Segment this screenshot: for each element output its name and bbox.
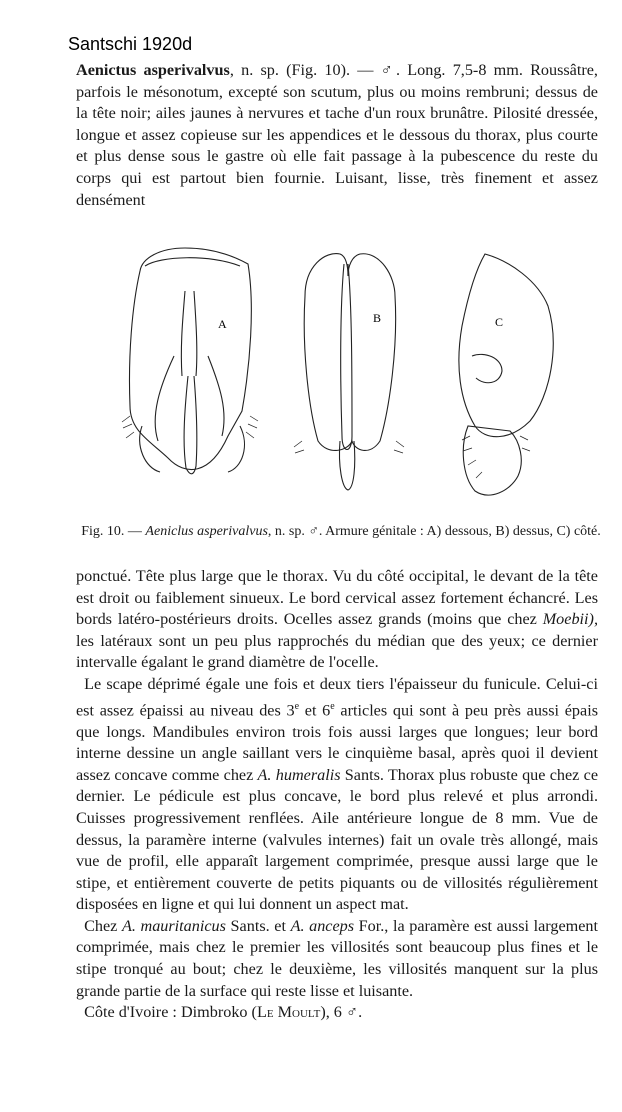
comparison-text-1: Chez [84, 916, 122, 935]
continued-text-1: ponctué. Tête plus large que le thorax. Vu du côté occipital, le devant de la tête est droit ou faiblement sinueux. Le bord cervical assez fortement échancré. Les bords latéro-postérieurs droits. Ocelles assez grands (moins que chez [76, 567, 598, 629]
scape-paragraph [76, 674, 598, 916]
genital-armature-figure [90, 236, 570, 504]
header-note: Santschi 1920d [68, 34, 193, 54]
figure-c-drawing [459, 254, 553, 495]
taxon-humeralis: A. humeralis [257, 765, 341, 784]
comparison-text-2: Sants. et [225, 916, 291, 935]
species-description-paragraph [76, 60, 598, 211]
figure-label-b: B [373, 311, 382, 325]
scape-text-1: Le scape déprimé égale une fois et deux tiers l'épaisseur du funicule. Celui-ci est assez épaissi au niveau des 3 [76, 674, 598, 719]
superscript-e-2: e [330, 700, 335, 712]
comparison-paragraph [76, 916, 598, 1002]
figure-b-drawing [294, 254, 404, 490]
caption-species: Aeniclus asperivalvus [145, 524, 268, 539]
collector-name: Le Moult [256, 1003, 321, 1022]
figure-label-a: A [218, 317, 227, 331]
taxon-mauritanicus: A. mauritanicus [121, 916, 226, 935]
description-text: , n. sp. (Fig. 10). — ♂. Long. 7,5-8 mm. Roussâtre, parfois le mésonotum, excepté son scutum, plus ou moins rembruni; dessus de la tête noir; ailes jaunes à nervures et tache d'un roux brunâtre. Pilosité dressée, longue et assez copieuse sur les appendices et le dessous du thorax, plus courte et plus dense sous le gastre où elle fait passage à la pubescence du reste du corps qui est partout bien fournie. Luisant, lisse, très finement et assez densément [76, 61, 598, 209]
figure-label-c: C [495, 315, 504, 329]
caption-prefix: Fig. 10. — [81, 524, 142, 539]
species-name: Aenictus asperivalvus [76, 61, 230, 79]
figure-caption [80, 522, 602, 541]
taxon-anceps: A. anceps [290, 916, 355, 935]
scape-text-mid: et 6 [299, 700, 331, 719]
continued-text-2: les latéraux sont un peu plus rapprochés du médian que des yeux; ce dernier intervalle égalant le grand diamètre de l'ocelle. [76, 631, 598, 672]
text-block-bottom [76, 566, 598, 1024]
caption-suffix: , n. sp. ♂. Armure génitale : A) dessous, B) dessus, C) côté. [267, 524, 601, 539]
scape-text-3: Sants. Thorax plus robuste que chez ce dernier. Le pédicule est plus concave, le bord plus relevé et plus arrondi. Cuisses progressivement renflées. Aile antérieure longue de 8 mm. Vue de dessus, la paramère interne (valvules internes) fait un ovale très allongé, mais vue de profil, elle apparaît largement comprimée, presque aussi large que le stipe, et entièrement couverte de petits piquants ou de villosités régulièrement disposées en ligne et qui lui donnent un aspect mat. [76, 765, 599, 914]
comparison-text-3: For., la paramère est aussi largement comprimée, mais chez le premier les villosités sont beaucoup plus fines et le stipe tronqué au bout; chez le deuxième, les villosités manquent sur la plus grande partie de la surface qui reste lisse et luisante. [76, 916, 599, 1000]
taxon-moebii: Moebii), [542, 610, 598, 629]
scape-text-2: articles qui sont à peu près aussi épais que longs. Mandibules environ trois fois aussi larges que longues; leur bord interne dessine un angle saillant vers le cinquième basal, après quoi il devient assez concave comme chez [76, 700, 599, 784]
continued-paragraph [76, 566, 598, 674]
superscript-e-1: e [294, 700, 300, 712]
locality-paragraph [76, 1002, 598, 1024]
locality-text-1: Côte d'Ivoire : Dimbroko ( [84, 1003, 257, 1022]
text-block-top [76, 60, 598, 211]
figure-a-drawing [122, 248, 258, 474]
locality-text-2: ), 6 ♂. [320, 1003, 363, 1022]
